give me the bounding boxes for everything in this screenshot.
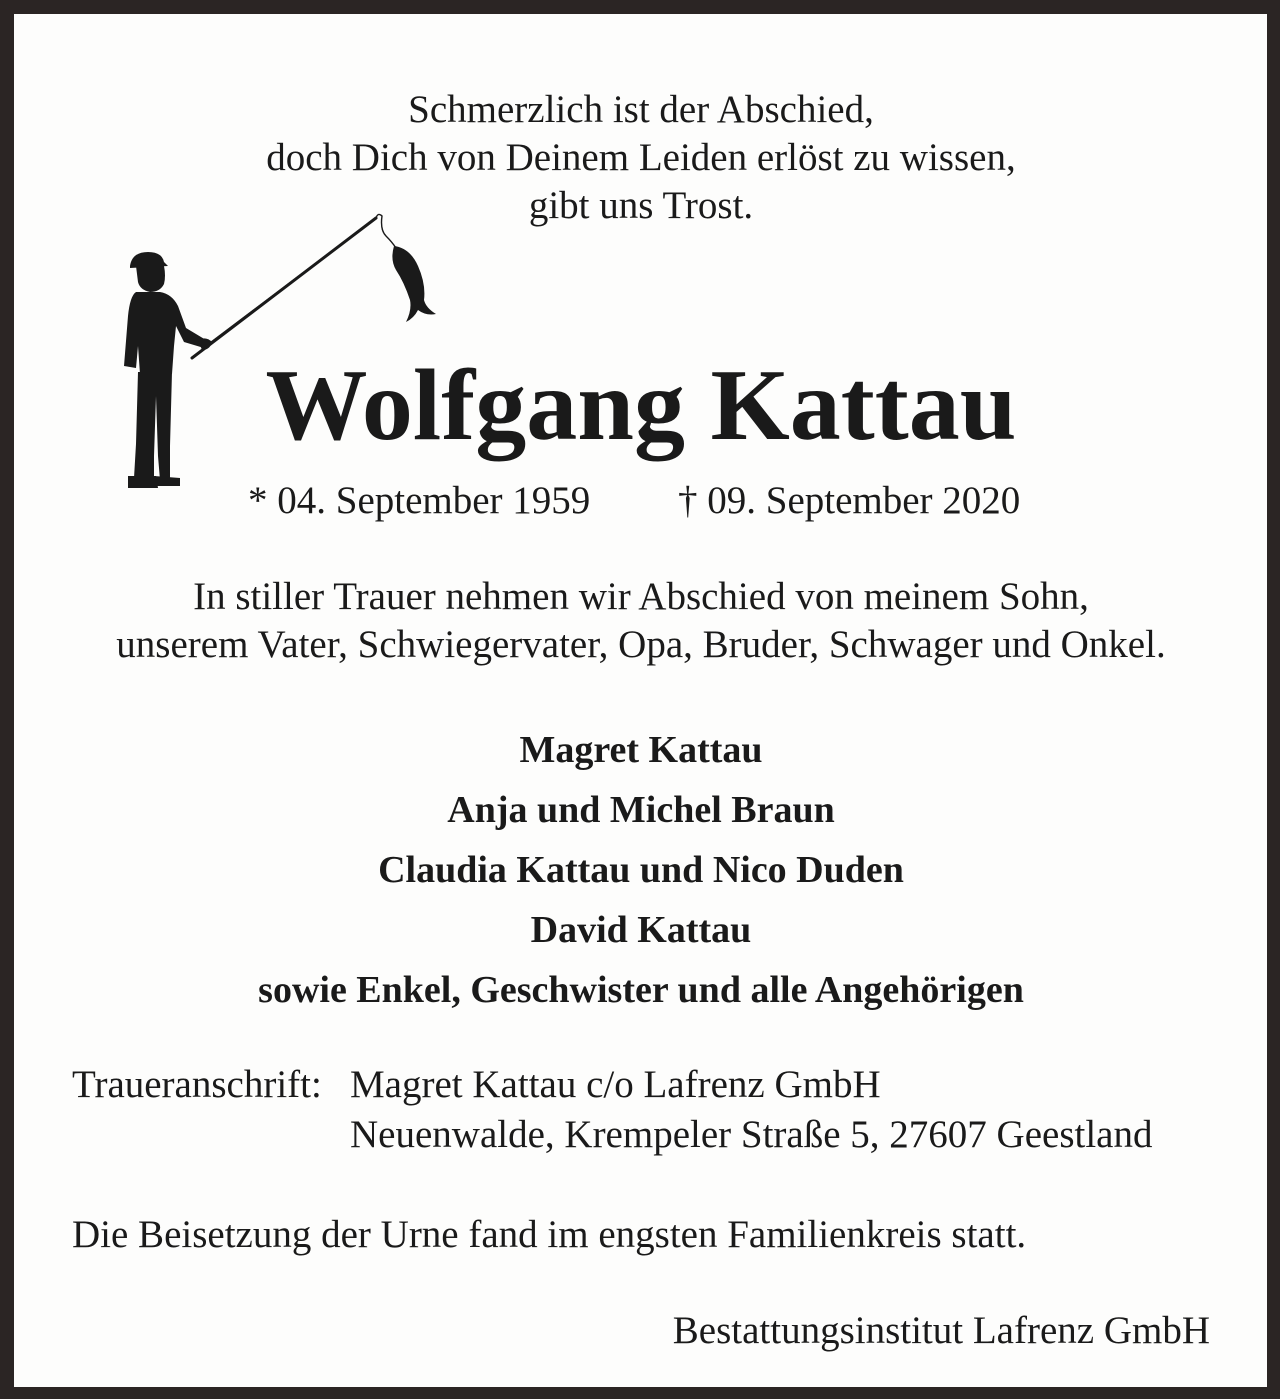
death-date: † 09. September 2020 <box>678 479 1021 522</box>
mourner-item: Anja und Michel Braun <box>447 789 835 831</box>
address-line-2: Neuenwalde, Krempeler Straße 5, 27607 Geestland <box>350 1113 1153 1156</box>
intro-line-1: In stiller Trauer nehmen wir Abschied von meinem Sohn, <box>193 575 1089 618</box>
deceased-name: Wolfgang Kattau <box>265 349 1017 462</box>
verse-line-3: gibt uns Trost. <box>528 184 754 227</box>
birth-date: * 04. September 1959 <box>248 479 591 522</box>
address-line-1: Magret Kattau c/o Lafrenz GmbH <box>350 1063 881 1106</box>
mourner-item: sowie Enkel, Geschwister und alle Angehörigen <box>258 969 1024 1011</box>
mourner-item: Magret Kattau <box>519 729 763 771</box>
verse-line-2: doch Dich von Deinem Leiden erlöst zu wissen, <box>266 136 1016 179</box>
intro-line-2: unserem Vater, Schwiegervater, Opa, Bruder, Schwager und Onkel. <box>116 623 1166 666</box>
mourning-intro <box>28 573 1254 669</box>
mourner-item: Claudia Kattau und Nico Duden <box>378 849 904 891</box>
mourner-item: David Kattau <box>530 909 752 951</box>
address-label: Traueranschrift: <box>72 1063 322 1106</box>
verse-line-1: Schmerzlich ist der Abschied, <box>408 88 874 131</box>
mourners-list <box>28 720 1254 1020</box>
obituary-content <box>28 28 1254 1375</box>
burial-note: Die Beisetzung der Urne fand im engsten Familienkreis statt. <box>72 1213 1027 1256</box>
undertaker-name: Bestattungsinstitut Lafrenz GmbH <box>672 1309 1210 1352</box>
